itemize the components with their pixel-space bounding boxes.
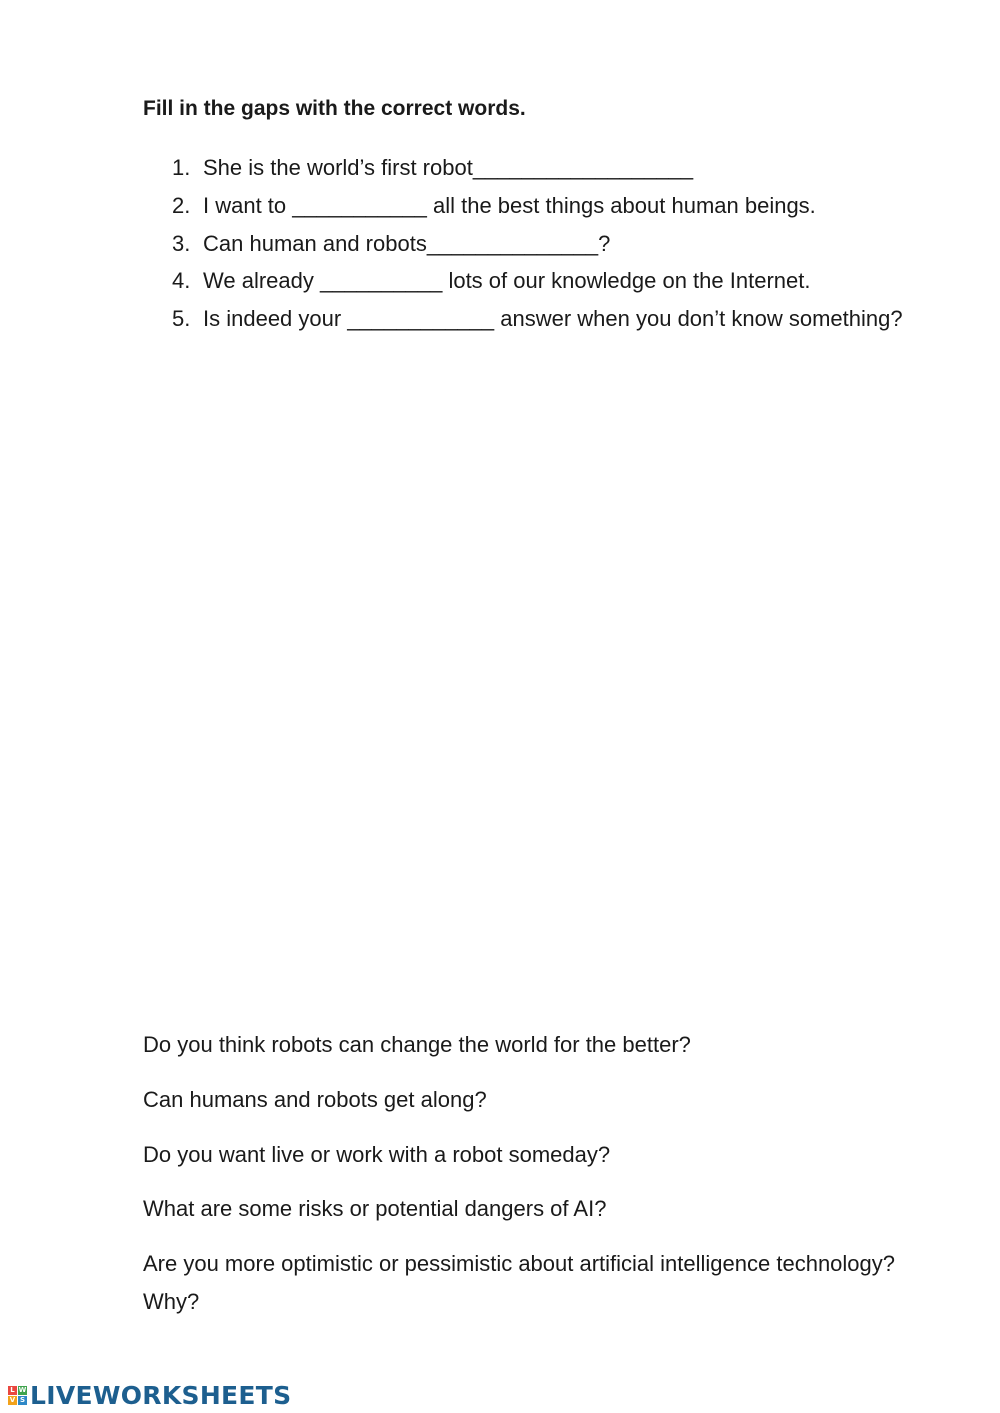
discussion-questions [143,1026,903,1338]
gap-fill-item-3 [172,225,912,263]
item-sentence: We already __________ lots of our knowledge on the Internet. [203,268,811,294]
discussion-question-3: Do you want live or work with a robot someday? [143,1141,611,1167]
item-number: 2. [172,192,191,218]
logo-block: L [8,1386,17,1395]
gap-fill-item-5 [172,300,912,338]
item-sentence: Can human and robots______________? [203,230,611,256]
item-sentence: She is the world’s first robot__________________ [203,155,694,180]
discussion-question-2: Can humans and robots get along? [143,1086,487,1112]
gap-fill-item-4 [172,262,912,300]
discussion-question-1: Do you think robots can change the world for the better? [143,1032,691,1057]
item-sentence: Is indeed your ____________ answer when you don’t know something? [203,306,903,332]
item-number: 1. [172,155,191,180]
liveworksheets-logo [8,1378,291,1412]
discussion-question-5: Are you more optimistic or pessimistic about artificial intelligence technology? Why? [143,1251,896,1314]
item-number: 3. [172,230,191,256]
logo-block: W [18,1385,27,1394]
logo-block: S [19,1395,26,1404]
logo-blocks-icon [8,1386,27,1405]
item-number: 4. [172,268,191,294]
gap-fill-item-2 [172,187,912,225]
logo-text: LIVEWORKSHEETS [30,1380,292,1410]
gap-fill-item-1 [172,149,912,187]
item-number: 5. [172,306,191,332]
item-sentence: I want to ___________ all the best things about human beings. [203,192,816,218]
instruction-heading: Fill in the gaps with the correct words. [143,97,526,120]
gap-fill-list [172,149,912,338]
discussion-question-4: What are some risks or potential dangers of AI? [143,1196,607,1222]
logo-block: V [9,1395,16,1404]
